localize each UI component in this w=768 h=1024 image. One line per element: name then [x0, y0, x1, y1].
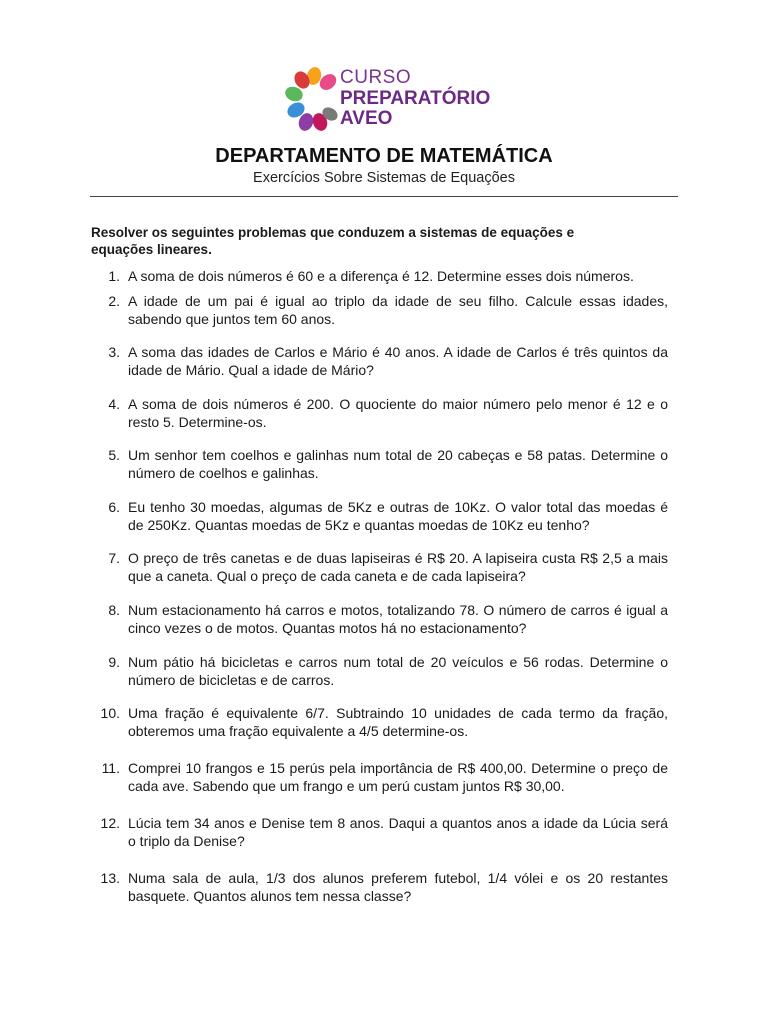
- logo-flower-icon: [284, 66, 340, 132]
- question-text: A idade de um pai é igual ao triplo da idade de seu filho. Calcule essas idades, sabendo que juntos tem 60 anos.: [128, 293, 668, 327]
- question-text: O preço de três canetas e de duas lapiseiras é R$ 20. A lapiseira custa R$ 2,5 a mais que a caneta. Qual o preço de cada caneta e de cada lapiseira?: [128, 550, 668, 584]
- question-number: 1.: [108, 268, 120, 284]
- question-text: Um senhor tem coelhos e galinhas num total de 20 cabeças e 58 patas. Determine o número de coelhos e galinhas.: [128, 447, 668, 481]
- logo: [284, 66, 504, 132]
- question-text: A soma de dois números é 60 e a diferença é 12. Determine esses dois números.: [128, 268, 634, 284]
- header-divider: [90, 196, 678, 197]
- logo-text-preparatorio: PREPARATÓRIO: [340, 88, 491, 109]
- question-number: 9.: [108, 654, 120, 670]
- page-subtitle: Exercícios Sobre Sistemas de Equações: [253, 170, 515, 186]
- question-number: 13.: [100, 870, 120, 886]
- question-number: 10.: [100, 705, 120, 721]
- question-number: 7.: [108, 550, 120, 566]
- question-text: Comprei 10 frangos e 15 perús pela importância de R$ 400,00. Determine o preço de cada ave. Sabendo que um frango e um perú custam juntos R$ 30,00.: [128, 760, 668, 794]
- question-text: Num pátio há bicicletas e carros num total de 20 veículos e 56 rodas. Determine o número de bicicletas e de carros.: [128, 654, 668, 688]
- question-number: 2.: [108, 293, 120, 309]
- question-number: 11.: [101, 760, 120, 776]
- question-text: Lúcia tem 34 anos e Denise tem 8 anos. Daqui a quantos anos a idade da Lúcia será o triplo da Denise?: [128, 815, 668, 849]
- question-text: A soma de dois números é 200. O quociente do maior número pelo menor é 12 e o resto 5. Determine-os.: [128, 396, 668, 430]
- question-text: Uma fração é equivalente 6/7. Subtraindo 10 unidades de cada termo da fração, obteremos uma fração equivalente a 4/5 determine-os.: [128, 705, 668, 739]
- question-number: 12.: [100, 815, 120, 831]
- question-number: 5.: [108, 447, 120, 463]
- question-number: 4.: [108, 396, 120, 412]
- question-text: Num estacionamento há carros e motos, totalizando 78. O número de carros é igual a cinco vezes o de motos. Quantas motos há no estacionamento?: [128, 602, 668, 636]
- instructions: Resolver os seguintes problemas que conduzem a sistemas de equações e equações lineares.: [91, 225, 575, 257]
- question-number: 6.: [108, 499, 120, 515]
- question-text: Eu tenho 30 moedas, algumas de 5Kz e outras de 10Kz. O valor total das moedas é de 250Kz. Quantas moedas de 5Kz e quantas moedas de 10Kz eu tenho?: [128, 499, 668, 533]
- question-text: A soma das idades de Carlos e Mário é 40 anos. A idade de Carlos é três quintos da idade de Mário. Qual a idade de Mário?: [128, 344, 668, 378]
- question-number: 8.: [108, 602, 120, 618]
- page-title: DEPARTAMENTO DE MATEMÁTICA: [215, 145, 553, 167]
- logo-text-aveo: AVEO: [340, 108, 393, 129]
- question-text: Numa sala de aula, 1/3 dos alunos preferem futebol, 1/4 vólei e os 20 restantes basquete. Quantos alunos tem nessa classe?: [128, 870, 668, 904]
- logo-text-curso: CURSO: [340, 67, 412, 88]
- question-number: 3.: [108, 344, 120, 360]
